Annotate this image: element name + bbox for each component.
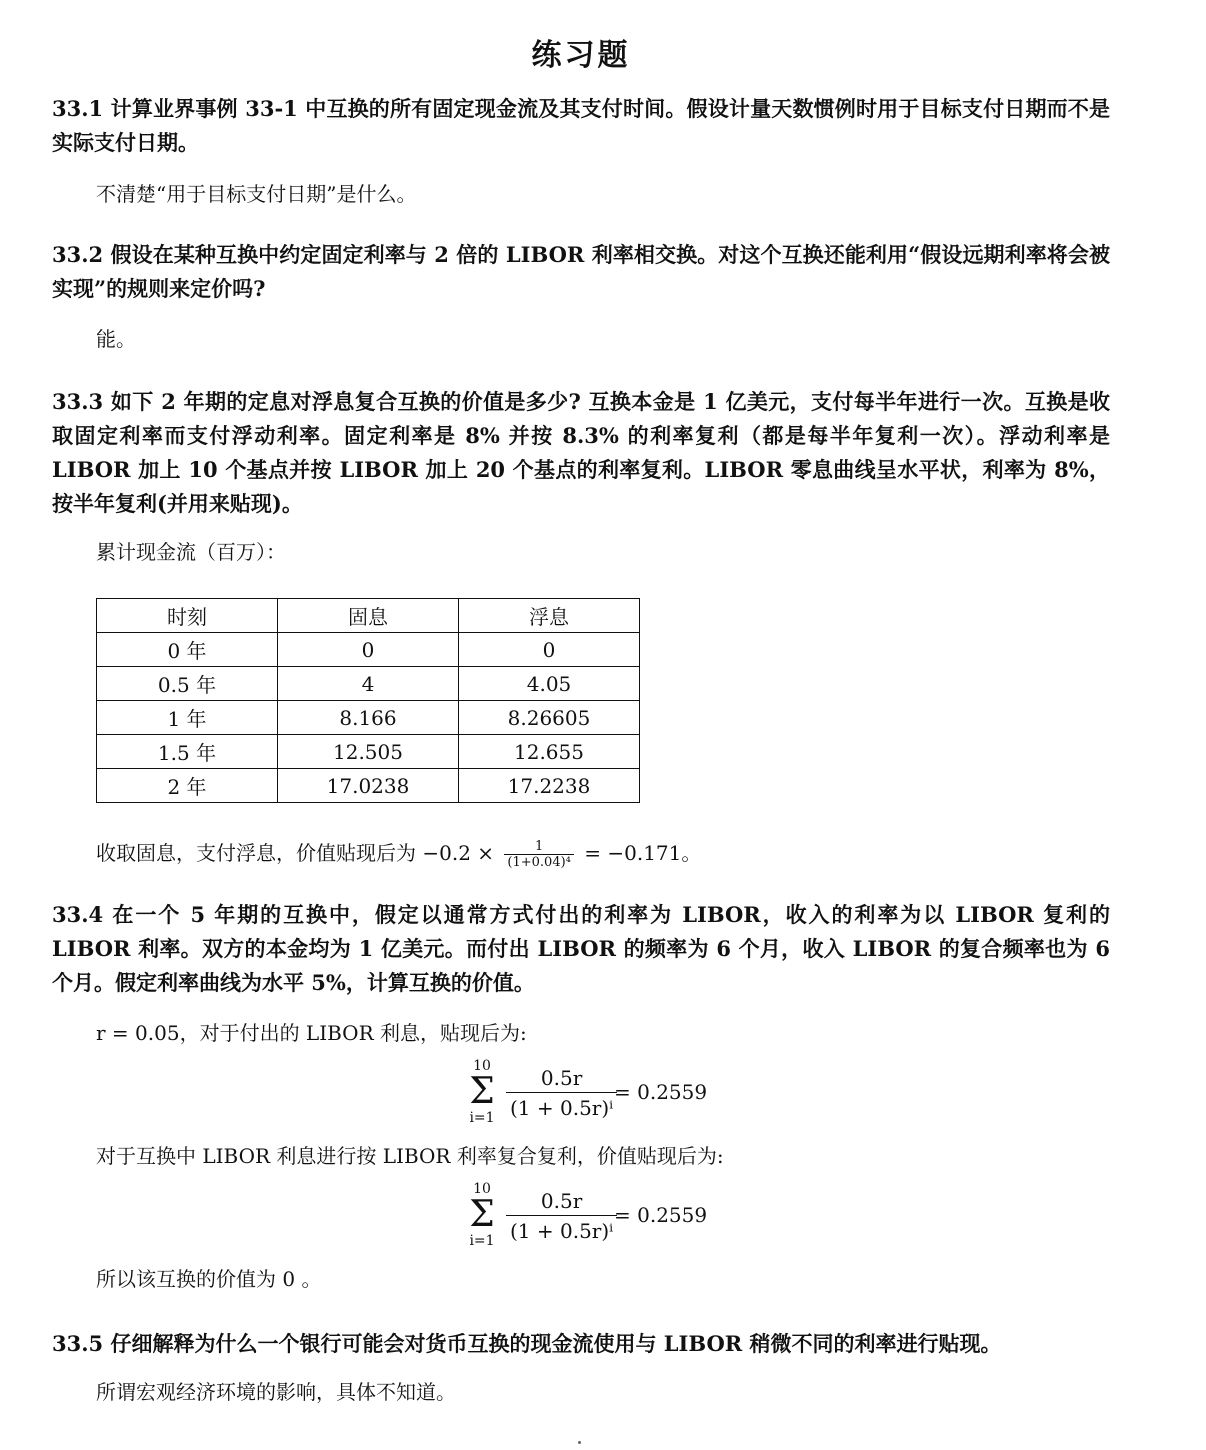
table-cell: 0 <box>459 633 640 667</box>
table-cell: 0.5 年 <box>97 667 278 701</box>
answer-33-3 <box>96 836 1106 870</box>
table-row <box>97 735 640 769</box>
answer-33-4-conclusion: 所以该互换的价值为 0 。 <box>96 1267 322 1291</box>
discount-fraction <box>504 839 573 870</box>
page-mark <box>578 1441 581 1444</box>
equation-fraction <box>506 1187 617 1246</box>
answer-33-1: 不清楚“用于目标支付日期”是什么。 <box>96 182 417 206</box>
answer-33-2: 能。 <box>96 327 136 351</box>
summation <box>462 1058 502 1126</box>
table-cell: 17.2238 <box>459 769 640 803</box>
fraction-numerator: 1 <box>504 839 573 855</box>
table-caption: 累计现金流（百万）： <box>96 540 286 564</box>
table-cell: 8.26605 <box>459 701 640 735</box>
sigma-symbol: Σ <box>469 1071 495 1112</box>
cashflow-table <box>96 598 640 803</box>
fraction-denominator: (1 + 0.5r)ⁱ <box>510 1219 614 1243</box>
fraction-numerator: 0.5r <box>506 1187 617 1216</box>
table-header: 时刻 <box>97 599 278 633</box>
sum-lower-limit: i=1 <box>469 1233 495 1249</box>
equation-libor-paid <box>462 1058 762 1134</box>
question-33-5: 33.5 仔细解释为什么一个银行可能会对货币互换的现金流使用与 LIBOR 稍微不同的利率进行贴现。 <box>52 1331 1002 1356</box>
fraction-denominator: (1 + 0.5r)ⁱ <box>510 1096 614 1120</box>
table-row <box>97 701 640 735</box>
table-row <box>97 633 640 667</box>
equation-fraction <box>506 1064 617 1123</box>
question-33-4: 33.4 在一个 5 年期的互换中，假定以通常方式付出的利率为 LIBOR，收入的利率为以 LIBOR 复利的 LIBOR 利率。双方的本金均为 1 亿美元。而付出 LIBOR 的频率为 6 个月，收入 LIBOR 的复合频率也为 6 个月。假定利率曲线为水平 5%，计算互换的价值。 <box>52 902 1110 995</box>
table-header-row <box>97 599 640 633</box>
fraction-numerator: 0.5r <box>506 1064 617 1093</box>
result-prefix: 收取固息，支付浮息，价值贴现后为 −0.2 × <box>96 841 495 865</box>
table-cell: 8.166 <box>278 701 459 735</box>
answer-33-5: 所谓宏观经济环境的影响，具体不知道。 <box>96 1380 456 1404</box>
answer-33-4-line1: r = 0.05，对于付出的 LIBOR 利息，贴现后为: <box>96 1021 527 1045</box>
page-title: 练习题 <box>531 38 631 73</box>
answer-33-4-line2: 对于互换中 LIBOR 利息进行按 LIBOR 利率复合复利，价值贴现后为: <box>96 1144 724 1168</box>
table-cell: 1.5 年 <box>97 735 278 769</box>
equation-result: = 0.2559 <box>614 1080 708 1104</box>
table-cell: 2 年 <box>97 769 278 803</box>
question-33-3: 33.3 如下 2 年期的定息对浮息复合互换的价值是多少? 互换本金是 1 亿美元，支付每半年进行一次。互换是收取固定利率而支付浮动利率。固定利率是 8% 并按 8.3% 的利率复利（都是每半年复利一次）。浮动利率是 LIBOR 加上 10 个基点并按 LIBOR 加上 20 个基点的利率复利。LIBOR 零息曲线呈水平状，利率为 8%，按半年复利(并用来贴现)。 <box>52 389 1110 516</box>
question-33-2: 33.2 假设在某种互换中约定固定利率与 2 倍的 LIBOR 利率相交换。对这个互换还能利用“假设远期利率将会被实现”的规则来定价吗? <box>52 242 1110 301</box>
table-cell: 0 <box>278 633 459 667</box>
summation <box>462 1181 502 1249</box>
table-row <box>97 769 640 803</box>
equation-libor-compounded <box>462 1181 762 1257</box>
sigma-symbol: Σ <box>469 1194 495 1235</box>
table-cell: 4.05 <box>459 667 640 701</box>
table-header: 固息 <box>278 599 459 633</box>
question-33-1: 33.1 计算业界事例 33-1 中互换的所有固定现金流及其支付时间。假设计量天数惯例时用于目标支付日期而不是实际支付日期。 <box>52 96 1110 155</box>
table-cell: 12.505 <box>278 735 459 769</box>
fraction-denominator: (1+0.04)⁴ <box>507 855 571 870</box>
table-cell: 17.0238 <box>278 769 459 803</box>
table-header: 浮息 <box>459 599 640 633</box>
table-cell: 1 年 <box>97 701 278 735</box>
table-row <box>97 667 640 701</box>
table-cell: 4 <box>278 667 459 701</box>
table-cell: 0 年 <box>97 633 278 667</box>
sum-lower-limit: i=1 <box>469 1110 495 1126</box>
sum-upper-limit: 10 <box>473 1058 491 1074</box>
result-suffix: = −0.171。 <box>584 841 702 865</box>
table-cell: 12.655 <box>459 735 640 769</box>
equation-result: = 0.2559 <box>614 1203 708 1227</box>
sum-upper-limit: 10 <box>473 1181 491 1197</box>
